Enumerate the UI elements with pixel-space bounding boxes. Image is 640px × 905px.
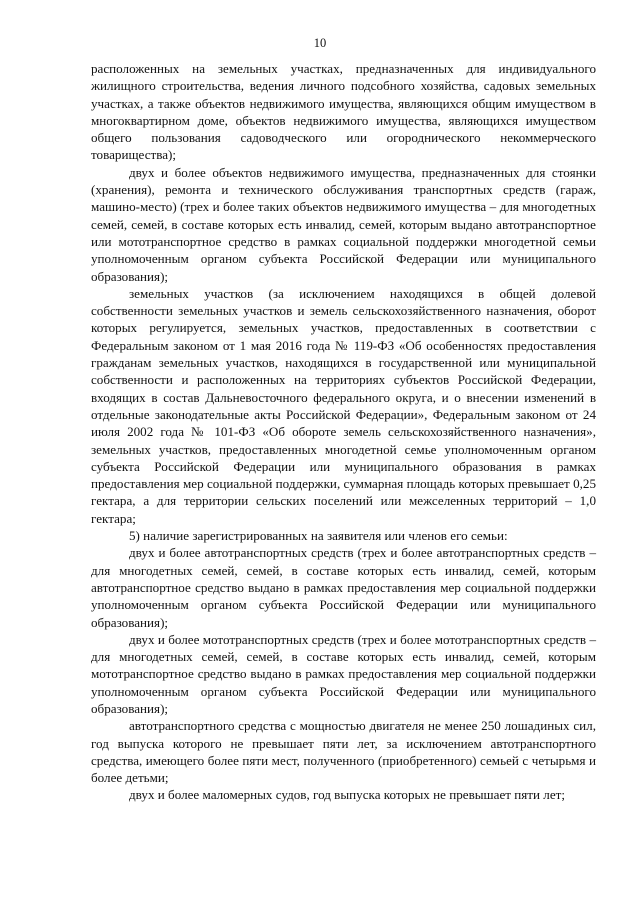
paragraph: двух и более объектов недвижимого имущества, предназначенных для стоянки (хранения), ремонта и технического обслуживания транспортных средств (гараж, машино-место) (трех и более таких объектов недвижимого имущества – для многодетных семей, семей, в составе которых есть инвалид, семей, которым выдано автотранспортное или мототранспортное средство в рамках социальной поддержки многодетной семьи уполномоченным органом субъекта Российской Федерации или муниципального образования); — [91, 164, 596, 284]
paragraph: земельных участков (за исключением находящихся в общей долевой собственности земельных участков и земель сельскохозяйственного назначения, оборот которых регулируется, земельных участков, предоставленных в соответствии с Федеральным законом от 1 мая 2016 года № 119-ФЗ «Об особенностях предоставления гражданам земельных участков, находящихся в государственной или муниципальной собственности и расположенных на территориях субъектов Российской Федерации, входящих в состав Дальневосточного федерального округа, и о внесении изменений в отдельные законодательные акты Российской Федерации», Федеральным законом от 24 июля 2002 года № 101-ФЗ «Об обороте земель сельскохозяйственного назначения», земельных участков, предоставленных многодетной семье уполномоченным органом субъекта Российской Федерации или муниципального образования в рамках предоставления мер социальной поддержки, суммарная площадь которых превышает 0,25 гектара, а для территории сельских поселений или межселенных территорий – 1,0 гектара; — [91, 285, 596, 526]
paragraph: двух и более автотранспортных средств (трех и более автотранспортных средств – для многодетных семей, семей, в составе которых есть инвалид, семей, которым автотранспортное средство выдано в рамках предоставления мер социальной поддержки уполномоченным органом субъекта Российской Федерации или муниципального образования); — [91, 545, 596, 630]
paragraph: расположенных на земельных участках, предназначенных для индивидуального жилищного строительства, ведения личного подсобного хозяйства, садовых земельных участках, а также объектов недвижимого имущества, являющихся общим имуществом в многоквартирном доме, объектов недвижимого имущества, являющихся имуществом общего пользования садоводческого или огороднического некоммерческого товарищества); — [91, 61, 596, 163]
paragraph: двух и более маломерных судов, год выпуска которых не превышает пяти лет; — [129, 787, 565, 803]
paragraph: 5) наличие зарегистрированных на заявителя или членов его семьи: — [129, 528, 508, 544]
paragraph: автотранспортного средства с мощностью двигателя не менее 250 лошадиных сил, год выпуска которого не превышает пяти лет, за исключением автотранспортного средства, имеющего более пяти мест, полученного (приобретенного) семьей с четырьмя и более детьми; — [91, 718, 596, 786]
document-body — [91, 60, 596, 804]
page-number: 10 — [313, 36, 327, 50]
paragraph: двух и более мототранспортных средств (трех и более мототранспортных средств – для многодетных семей, семей, в составе которых есть инвалид, семей, которым мототранспортное средство выдано в рамках предоставления мер социальной поддержки уполномоченным органом субъекта Российской Федерации или муниципального образования); — [91, 631, 596, 716]
